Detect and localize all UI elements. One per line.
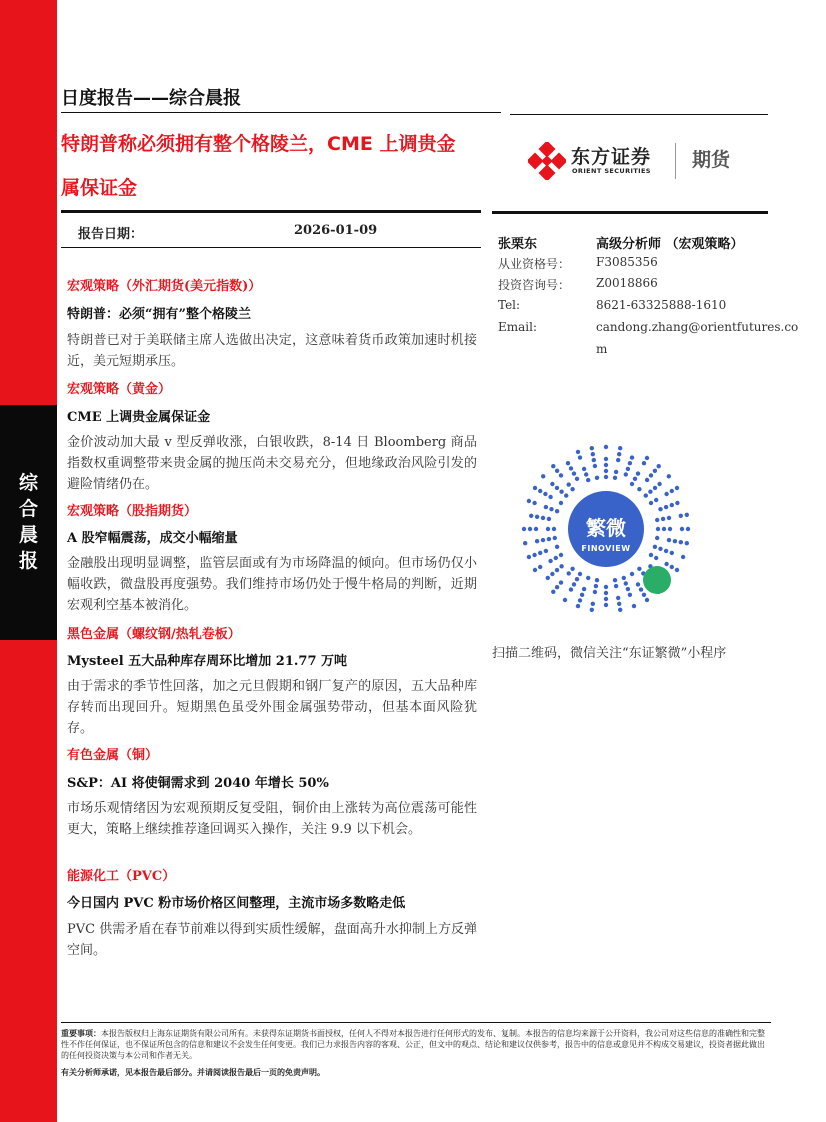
section-body: 金价波动加大最 v 型反弹收涨，白银收跌，8-14 日 Bloomberg 商品指数权重调整带来贵金属的抛压尚未交易充分，但地缘政治风险引发的避险情绪仍在。 <box>67 435 477 492</box>
title-rule-left <box>61 210 481 213</box>
section-subheading: 特朗普：必须“拥有”整个格陵兰 <box>67 307 251 322</box>
analyst-field-label: 投资咨询号： <box>498 278 571 292</box>
title-line-2: 属保证金 <box>61 177 138 199</box>
footer-rule <box>61 1022 771 1023</box>
section-body: 特朗普已对于美联储主席人选做出决定，这意味着货币政策加速时机接近，美元短期承压。 <box>67 333 477 369</box>
section-subheading: 今日国内 PVC 粉市场价格区间整理，主流市场多数略走低 <box>67 896 406 911</box>
qr-caption: 扫描二维码，微信关注“东证繁微”小程序 <box>492 646 727 661</box>
analyst-field-label: Tel: <box>498 298 521 312</box>
logo-name-cn: 东方证券 <box>571 146 652 168</box>
report-date-label: 报告日期： <box>78 227 144 242</box>
sidebar-vertical-label <box>0 470 57 574</box>
section-body: 市场乐观情绪因为宏观预期反复受阻，铜价由上涨转为高位震荡可能性更大，策略上继续推荐逢回调买入操作，关注 9.9 以下机会。 <box>67 801 477 837</box>
disclaimer-text: 本报告版权归上海东证期货有限公司所有。未获得东证期货书面授权，任何人不得对本报告进行任何形式的发布、复制。本报告的信息均来源于公开资料，我公司对这些信息的准确性和完整性不作任何保证，也不保证所包含的信息和建议不会发生任何变更。我们已力求报告内容的客观、公正，但文中的观点、结论和建议仅供参考，报告中的信息或意见并不构成交易建议，投资者据此做出的任何投资决策与本公司和作者无关。 <box>61 1029 765 1060</box>
report-date-value: 2026-01-09 <box>294 223 378 238</box>
analyst-name: 张栗东 <box>498 237 538 252</box>
section-body: PVC 供需矛盾在春节前难以得到实质性缓解，盘面高升水抑制上方反弹空间。 <box>67 922 477 958</box>
report-type: 日度报告——综合晨报 <box>61 88 241 109</box>
analyst-title: 高级分析师 （宏观策略） <box>596 237 744 252</box>
section-body: 由于需求的季节性回落，加之元旦假期和钢厂复产的原因，五大品种库存转而出现回升。短期黑色虽受外围金属强势带动，但基本面风险犹存。 <box>67 679 477 736</box>
disclaimer-label: 重要事项： <box>61 1029 101 1038</box>
section-heading: 宏观策略（黄金） <box>67 382 172 397</box>
page-title <box>61 122 501 210</box>
logo-divider <box>675 143 676 179</box>
analyst-field-value: Z0018866 <box>596 276 658 290</box>
header-rule-right <box>510 114 768 115</box>
analyst-email-wrap: m <box>596 342 608 356</box>
section-subheading: A 股窄幅震荡，成交小幅缩量 <box>67 531 238 546</box>
section-heading: 黑色金属（螺纹钢/热轧卷板） <box>67 627 241 642</box>
analyst-field-value: 8621-63325888-1610 <box>596 298 727 312</box>
analyst-promise-note: 有关分析师承诺，见本报告最后部分。并请阅读报告最后一页的免责声明。 <box>61 1068 325 1077</box>
sidebar-char: 合 <box>18 498 38 520</box>
section-subheading: S&P：AI 将使铜需求到 2040 年增长 50% <box>67 776 329 791</box>
section-subheading: CME 上调贵金属保证金 <box>67 410 211 425</box>
sidebar-char: 报 <box>18 550 38 572</box>
section-heading: 宏观策略（外汇期货(美元指数)） <box>67 279 262 294</box>
section-heading: 宏观策略（股指期货） <box>67 504 198 519</box>
sidebar-char: 综 <box>18 472 38 494</box>
header-rule-left <box>61 112 501 113</box>
title-line-1: 特朗普称必须拥有整个格陵兰，CME 上调贵金 <box>61 133 456 155</box>
qr-center-sublabel: FINOVIEW <box>581 544 631 553</box>
section-body: 金融股出现明显调整，监管层面或有为市场降温的倾向。但市场仍仅小幅收跌，微盘股再度强势。我们维持市场仍处于慢牛格局的判断，近期宏观利空基本被消化。 <box>67 556 477 613</box>
sidebar-char: 晨 <box>18 524 38 546</box>
qr-center-label: 繁微 <box>586 516 626 540</box>
logo-name-en: ORIENT SECURITIES <box>572 167 651 175</box>
analyst-field-label: 从业资格号： <box>498 257 571 271</box>
section-heading: 能源化工（PVC） <box>67 869 176 884</box>
logo-futures: 期货 <box>692 149 731 171</box>
section-subheading: Mysteel 五大品种库存周环比增加 21.77 万吨 <box>67 654 348 669</box>
analyst-email[interactable]: candong.zhang@orientfutures.co <box>596 320 799 334</box>
analyst-field-value: F3085356 <box>596 255 658 269</box>
section-heading: 有色金属（铜） <box>67 748 159 763</box>
analyst-field-label: Email: <box>498 320 538 334</box>
date-rule <box>61 247 481 248</box>
disclaimer <box>61 1028 771 1061</box>
orient-logo-icon <box>528 142 566 180</box>
title-rule-right <box>492 211 768 214</box>
